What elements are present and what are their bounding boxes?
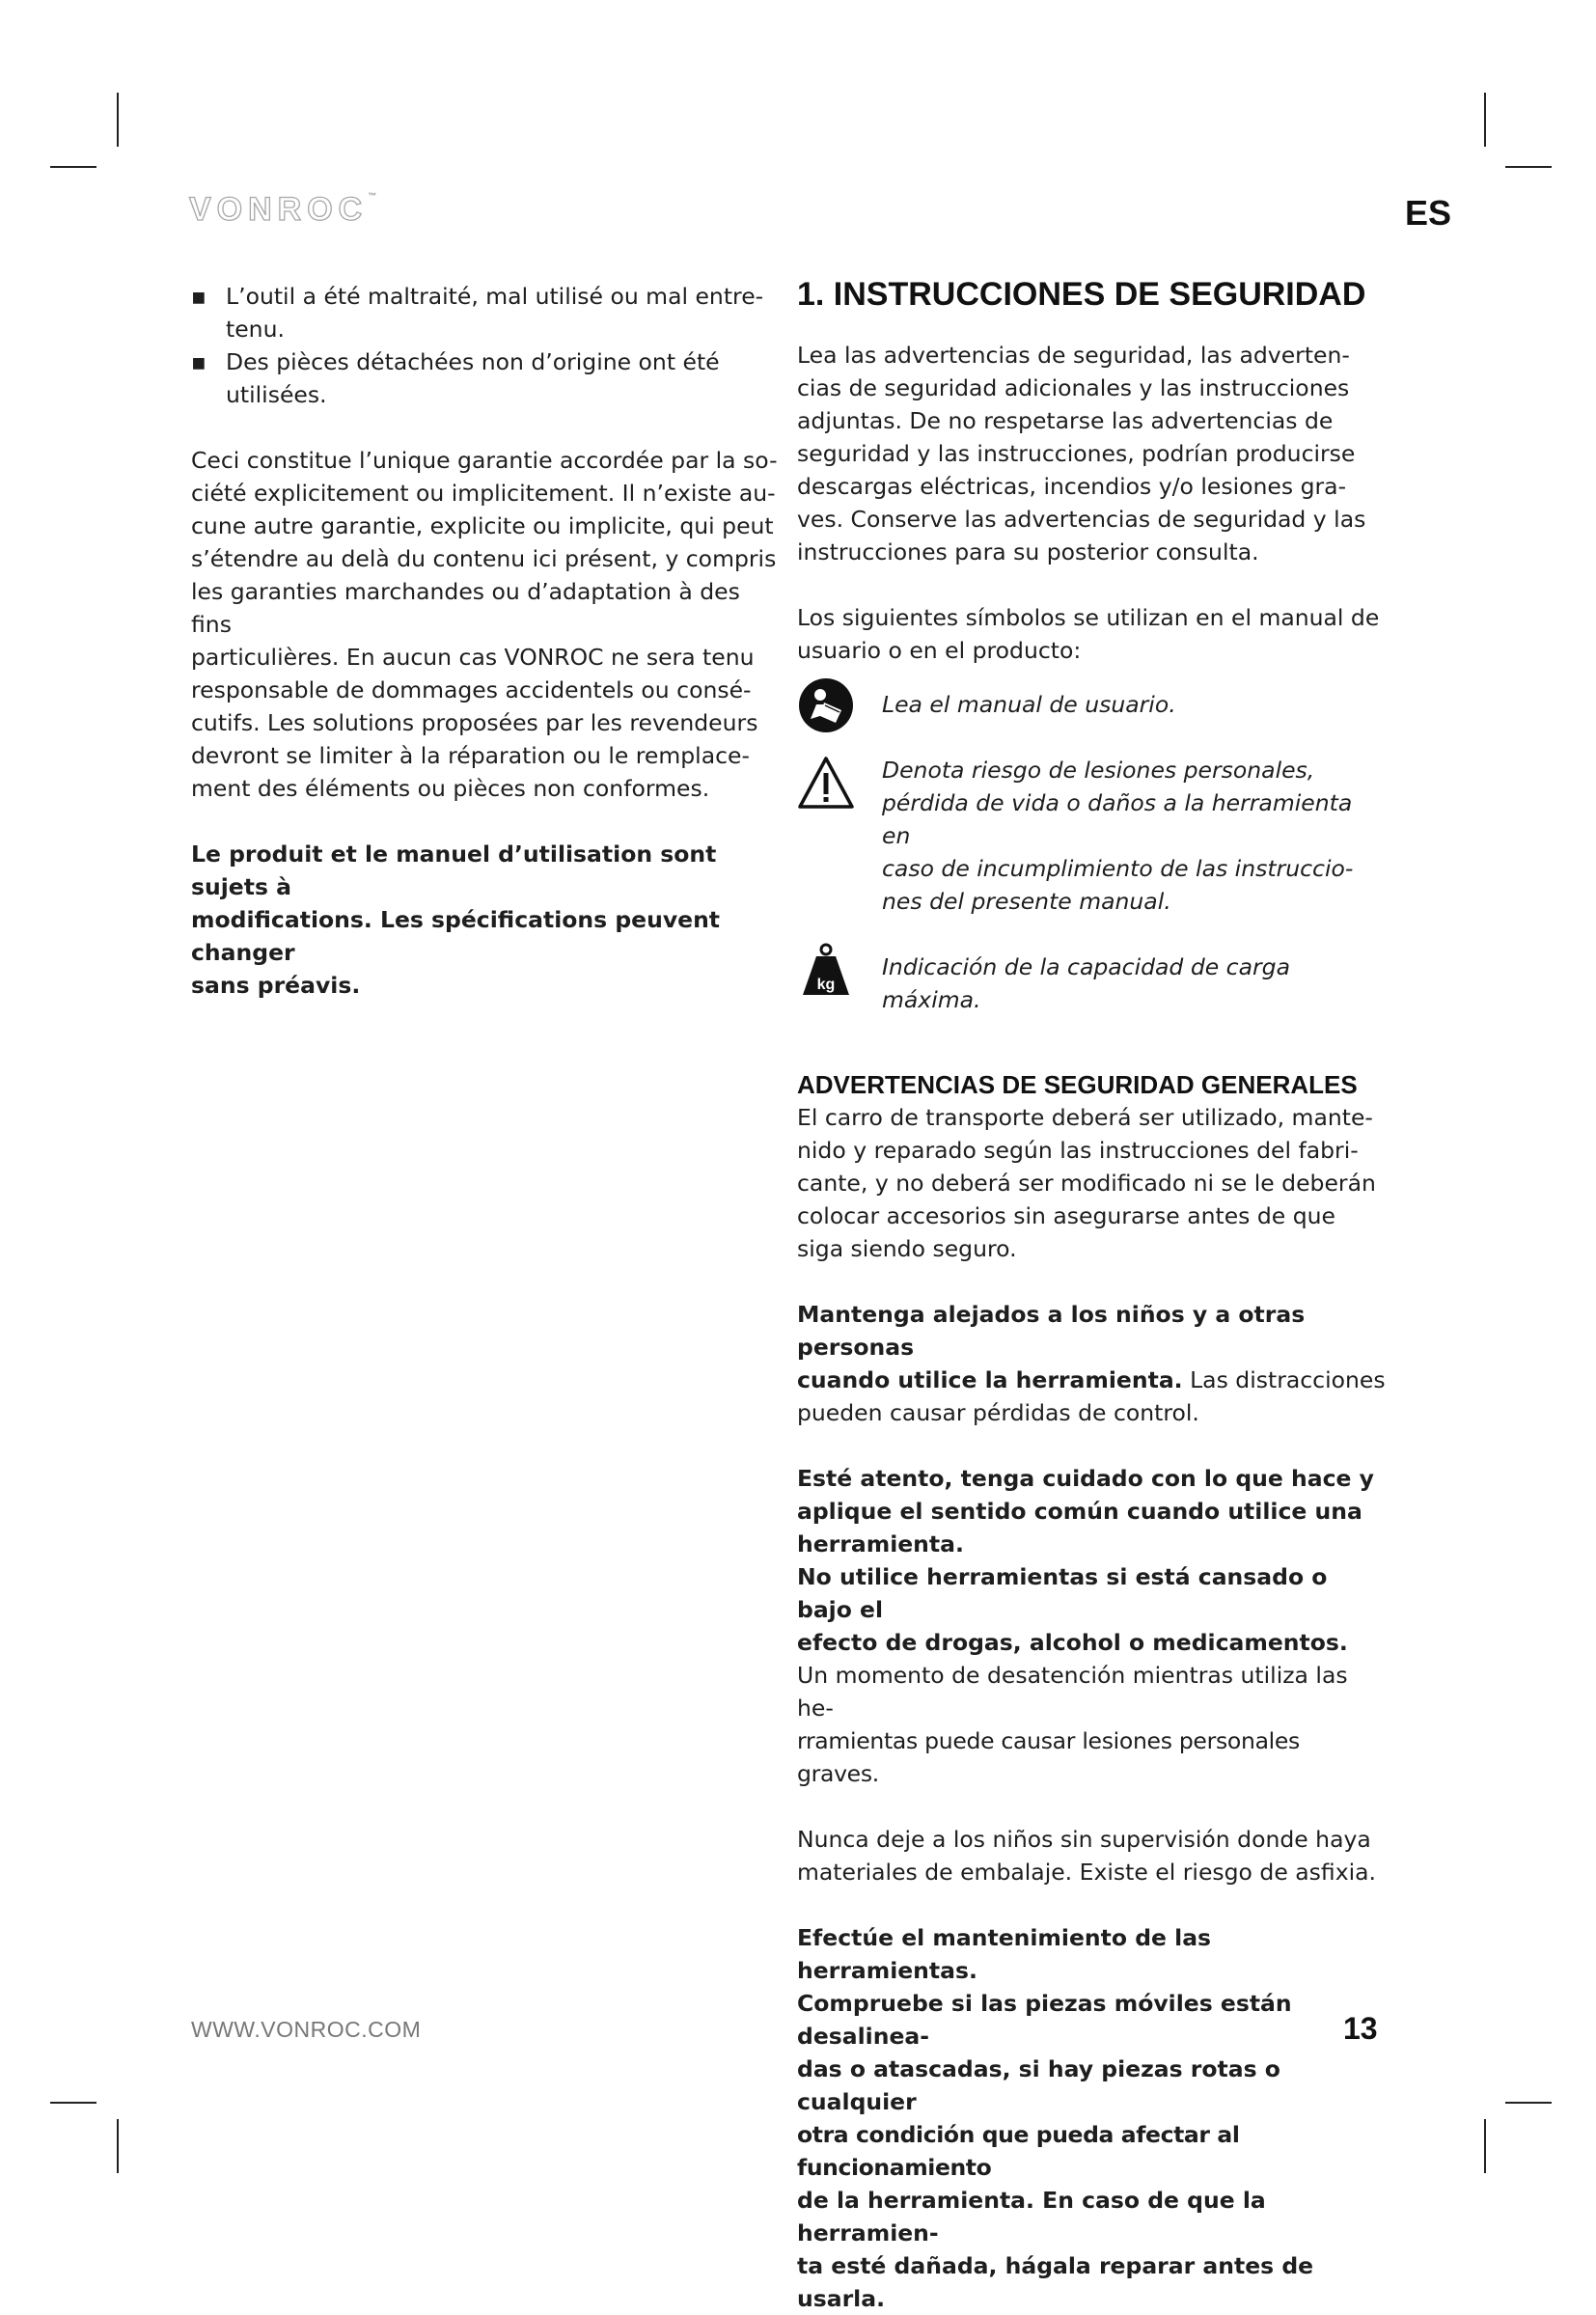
brand-logo: VONROC™ xyxy=(189,191,377,228)
section-heading: 1. INSTRUCCIONES DE SEGURIDAD xyxy=(797,276,1366,313)
packaging-warning: Nunca deje a los niños sin supervisión donde haya materiales de embalaje. Existe el riesgo de asfixia. xyxy=(797,1826,1377,1886)
crop-mark xyxy=(50,166,96,168)
attention-warning: Esté atento, tenga cuidado con lo que hace y aplique el sentido común cuando utilice una herramienta. No utilice herramientas si está cansado o bajo el efecto de drogas, alcohol o medicamentos. Un momento de desatención mientras utiliza las he- rramientas puede causar lesiones personales graves. xyxy=(797,1465,1374,1787)
page-number: 13 xyxy=(1343,2011,1378,2046)
list-item: ▪ L’outil a été maltraité, mal utilisé ou mal entre- tenu. xyxy=(191,280,780,345)
max-load-kg-icon xyxy=(797,941,855,999)
general-paragraph: El carro de transporte deberá ser utilizado, mante- nido y reparado según las instrucciones del fabri- cante, y no deberá ser modificado ni se le deberán colocar accesorios sin asegurarse antes de que siga siendo seguro. xyxy=(797,1104,1376,1262)
modification-notice: Le produit et le manuel d’utilisation sont sujets à modifications. Les spécifications peuvent changer sans préavis. xyxy=(191,841,721,999)
website-url: WWW.VONROC.COM xyxy=(191,2017,422,2042)
crop-mark xyxy=(50,2102,96,2104)
warranty-paragraph: Ceci constitue l’unique garantie accordée par la so- ciété explicitement ou implicitement. Il n’existe au- cune autre garantie, explicite ou implicite, qui peut s’étendre au delà du contenu ici présent, y compris les garanties marchandes ou d’adaptation à des fins particulières. En aucun cas VONROC ne sera tenu responsable de dommages accidentels ou consé- cutifs. Les solutions proposées par les revendeurs devront se limiter à la réparation ou le remplace- ment des éléments ou pièces non conformes. xyxy=(191,447,778,802)
list-item: ▪ Des pièces détachées non d’origine ont été utilisées. xyxy=(191,345,780,411)
warning-triangle-icon xyxy=(797,754,855,812)
left-column xyxy=(191,280,780,1002)
maintenance-warning: Efectúe el mantenimiento de las herramientas. Compruebe si las piezas móviles están desalinea- das o atascadas, si hay piezas rotas o cualquier otra condición que pueda afectar al funcionamiento de la herramienta. En caso de que la herramien- ta esté dañada, hágala reparar antes de usarla. xyxy=(797,1924,1314,2312)
crop-mark xyxy=(1484,2119,1486,2173)
intro-paragraph: Lea las advertencias de seguridad, las adverten- cias de seguridad adicionales y las instrucciones adjuntas. De no respetarse las advertencias de seguridad y las instrucciones, podrían producirse descargas eléctricas, incendios y/o lesiones gra- ves. Conserve las advertencias de seguridad y las instrucciones para su posterior consulta. xyxy=(797,342,1366,565)
crop-mark xyxy=(117,2119,119,2173)
kg-label: kg xyxy=(816,977,836,993)
symbol-row: Lea el manual de usuario. xyxy=(797,688,1386,721)
crop-mark xyxy=(1484,93,1486,147)
crop-mark xyxy=(1505,166,1552,168)
symbol-row: Denota riesgo de lesiones personales, pérdida de vida o daños a la herramienta en caso de incumplimiento de las instruccio- nes del presente manual. xyxy=(797,754,1386,918)
crop-mark xyxy=(1505,2102,1552,2104)
bullet-icon: ▪ xyxy=(191,283,206,310)
children-warning: Mantenga alejados a los niños y a otras personas cuando utilice la herramienta. Las distracciones pueden causar pérdidas de control. xyxy=(797,1301,1386,1426)
symbol-row: kg Indicación de la capacidad de carga máxima. xyxy=(797,951,1386,1016)
subsection-heading: ADVERTENCIAS DE SEGURIDAD GENERALES xyxy=(797,1070,1358,1099)
read-manual-icon xyxy=(797,676,855,734)
bullet-icon: ▪ xyxy=(191,348,206,375)
right-column xyxy=(797,275,1386,2315)
symbols-intro: Los siguientes símbolos se utilizan en el manual de usuario o en el producto: xyxy=(797,604,1380,664)
language-code: ES xyxy=(1405,193,1452,233)
crop-mark xyxy=(117,93,119,147)
